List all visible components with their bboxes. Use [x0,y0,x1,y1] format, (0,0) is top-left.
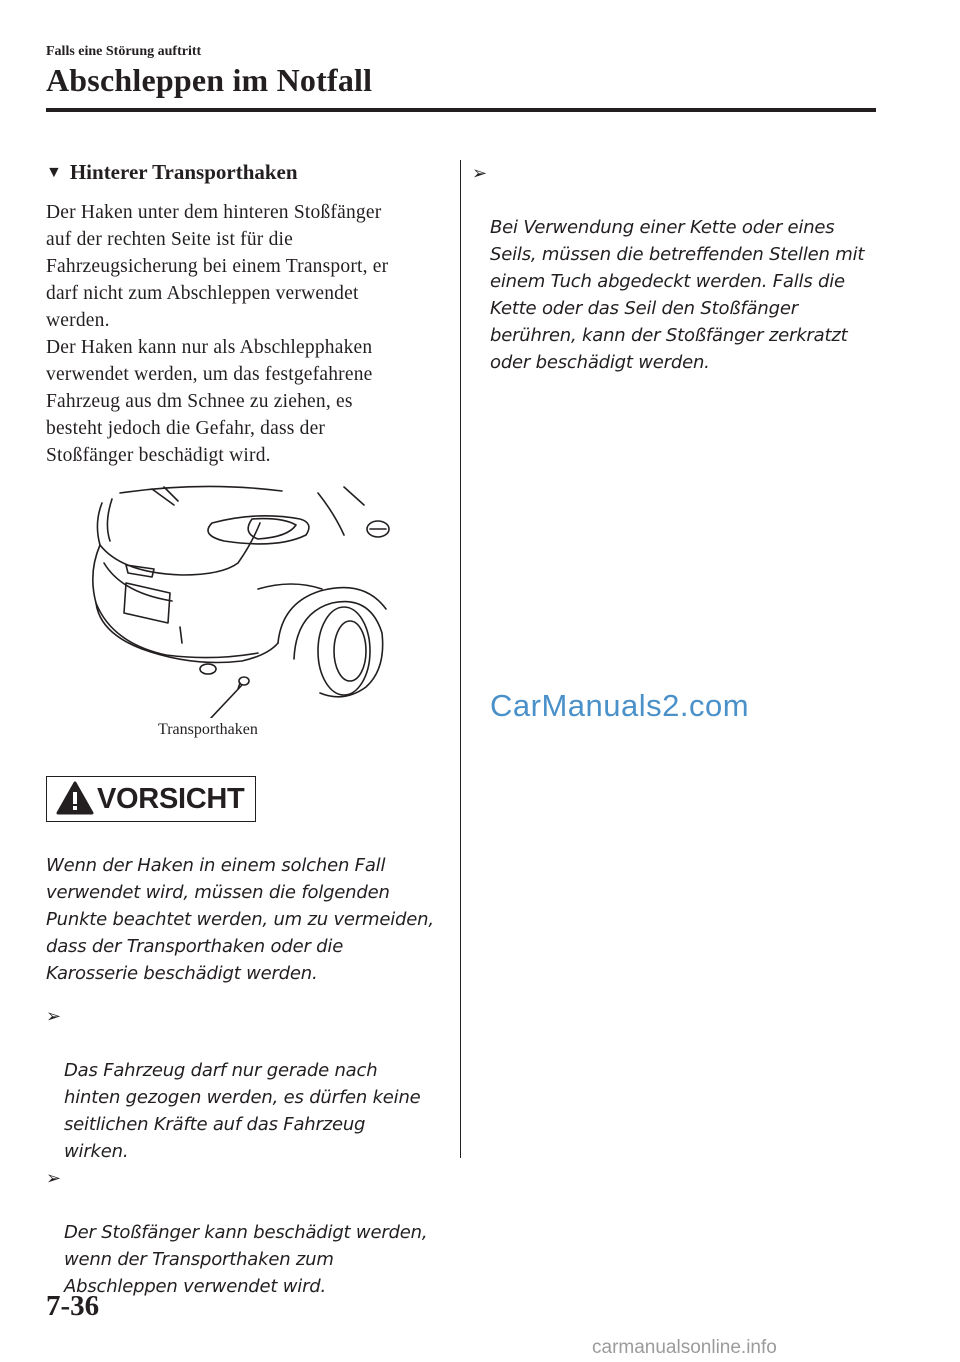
left-column [46,160,446,1300]
warning-intro: Wenn der Haken in einem solchen Fall verwendet wird, müssen die folgenden Punkte beachtet werden, um zu vermeiden, dass der Transporthaken oder die Karosserie beschädigt werden. [46,855,434,984]
warning-triangle-icon [55,779,95,819]
column-divider [460,160,461,1158]
warning-bullet-2 [46,1165,446,1300]
figure-transport-hook [46,483,446,738]
bullet-arrow-icon: ➢ [46,1006,61,1027]
paragraph-1: Der Haken unter dem hinteren Stoßfänger auf der rechten Seite ist für die Fahrzeugsicherung bei einem Transport, er darf nicht zum Abschleppen verwendet werden. [46,202,389,331]
page-number: 7-36 [46,1290,100,1322]
warning-bullet-3-text: Bei Verwendung einer Kette oder eines Seils, müssen die betreffenden Stellen mit einem Tuch abgedeckt werden. Falls die Kette oder das Seil den Stoßfänger berühren, kann der Stoßfänger zerkratzt oder beschädigt werden. [490,217,865,373]
warning-bullet-2-text: Der Stoßfänger kann beschädigt werden, wenn der Transporthaken zum Abschleppen verwendet wird. [64,1222,428,1297]
paragraph-2: Der Haken kann nur als Abschlepphaken verwendet werden, um das festgefahrene Fahrzeug aus dm Schnee zu ziehen, es besteht jedoch die Gefahr, dass der Stoßfänger beschädigt wird. [46,337,373,466]
right-column [472,160,882,376]
warning-box [46,776,256,822]
header-rule [46,108,876,112]
section-heading [46,160,446,185]
figure-caption: Transporthaken [158,721,258,738]
bullet-arrow-icon: ➢ [472,163,487,184]
watermark-center: CarManuals2.com [490,688,750,723]
warning-bullet-1-text: Das Fahrzeug darf nur gerade nach hinten gezogen werden, es dürfen keine seitlichen Kräfte auf das Fahrzeug wirken. [64,1060,421,1162]
section-heading-text: Hinterer Transporthaken [69,160,298,184]
page-title: Abschleppen im Notfall [46,62,373,98]
bullet-arrow-icon: ➢ [46,1168,61,1189]
warning-bullet-1 [46,1003,446,1165]
chapter-title: Falls eine Störung auftritt [46,44,202,59]
warning-bullet-3 [472,160,882,376]
triangle-down-icon: ▼ [46,163,62,181]
warning-label: VORSICHT [97,782,245,815]
car-rear-illustration [82,483,402,718]
watermark-bottom: carmanualsonline.info [592,1337,777,1358]
